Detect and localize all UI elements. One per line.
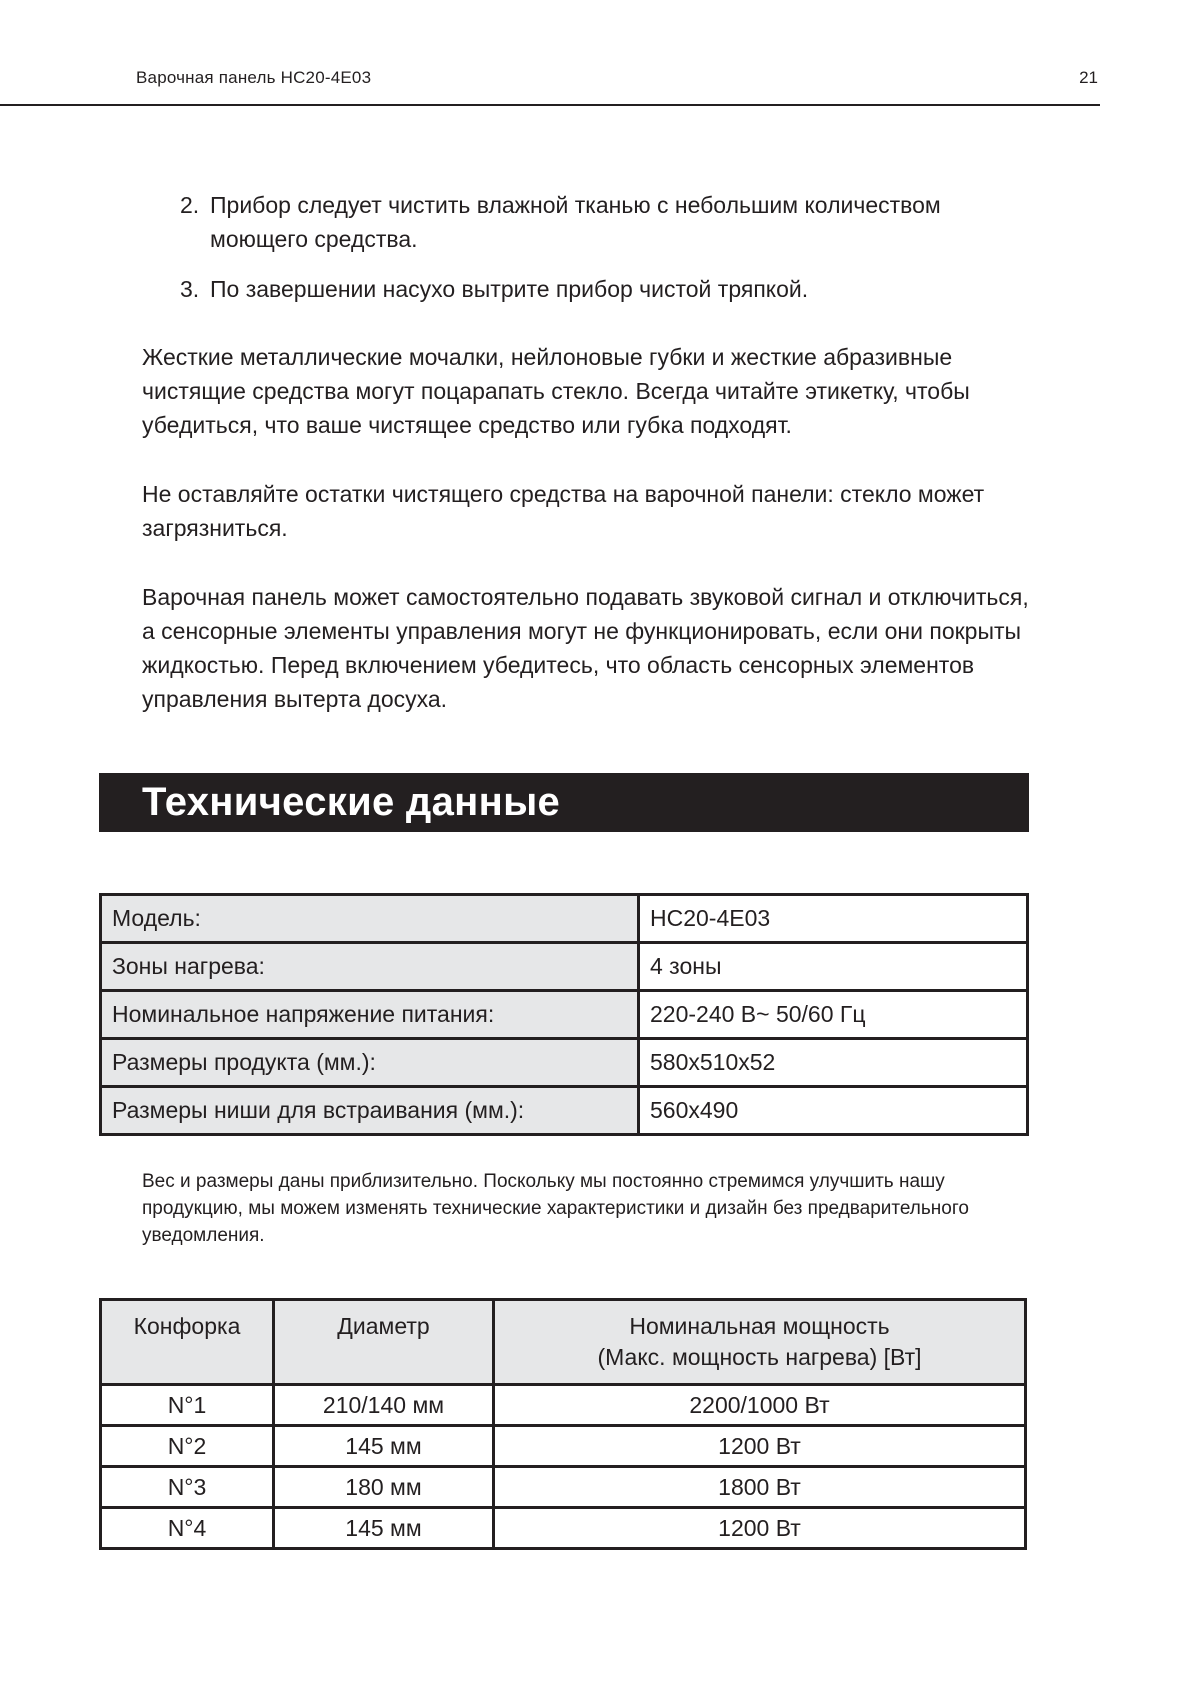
spec-label: Размеры ниши для встраивания (мм.): bbox=[101, 1087, 639, 1135]
power-header-line1: Номинальная мощность bbox=[629, 1313, 890, 1339]
diameter-cell: 145 мм bbox=[274, 1426, 494, 1467]
table-row bbox=[101, 895, 1028, 943]
power-header-line2: (Макс. мощность нагрева) [Вт] bbox=[597, 1344, 922, 1370]
table-header-row bbox=[101, 1300, 1026, 1385]
spec-value: 560x490 bbox=[639, 1087, 1028, 1135]
spec-label: Номинальное напряжение питания: bbox=[101, 991, 639, 1039]
table-row bbox=[101, 943, 1028, 991]
burner-cell: N°2 bbox=[101, 1426, 274, 1467]
section-title: Технические данные bbox=[142, 780, 561, 824]
paragraph-residue-warning: Не оставляйте остатки чистящего средства на варочной панели: стекло может загрязниться. bbox=[142, 481, 985, 541]
page-number: 21 bbox=[1079, 68, 1098, 87]
table-row bbox=[101, 1087, 1028, 1135]
column-header-power bbox=[494, 1300, 1026, 1385]
spec-label: Зоны нагрева: bbox=[101, 943, 639, 991]
column-header-burner: Конфорка bbox=[101, 1300, 274, 1385]
burner-cell: N°3 bbox=[101, 1467, 274, 1508]
column-header-diameter: Диаметр bbox=[274, 1300, 494, 1385]
section-banner bbox=[99, 773, 1029, 832]
specs-disclaimer: Вес и размеры даны приблизительно. Поскольку мы постоянно стремимся улучшить нашу продукцию, мы можем изменять технические характеристики и дизайн без предварительного уведомления. bbox=[142, 1171, 969, 1246]
power-cell: 2200/1000 Вт bbox=[494, 1385, 1026, 1426]
specifications-table bbox=[99, 893, 1029, 1136]
table-row bbox=[101, 991, 1028, 1039]
power-cell: 1200 Вт bbox=[494, 1426, 1026, 1467]
table-row bbox=[101, 1385, 1026, 1426]
list-item-text: Прибор следует чистить влажной тканью с небольшим количеством моющего средства. bbox=[210, 192, 941, 252]
burner-table bbox=[99, 1298, 1027, 1550]
spec-label: Модель: bbox=[101, 895, 639, 943]
spec-value: 4 зоны bbox=[639, 943, 1028, 991]
table-row bbox=[101, 1467, 1026, 1508]
spec-value: 220-240 В~ 50/60 Гц bbox=[639, 991, 1028, 1039]
list-item bbox=[180, 188, 1040, 256]
burner-cell: N°1 bbox=[101, 1385, 274, 1426]
power-cell: 1200 Вт bbox=[494, 1508, 1026, 1549]
running-header-title: Варочная панель HC20-4E03 bbox=[136, 68, 372, 87]
paragraph-touch-controls: Варочная панель может самостоятельно подавать звуковой сигнал и отключиться, а сенсорные элементы управления могут не функционировать, если они покрыты жидкостью. Перед включением убедитесь, что область сенсорных элементов управления вытерта досуха. bbox=[142, 584, 1029, 712]
numbered-list bbox=[180, 188, 1040, 322]
spec-label: Размеры продукта (мм.): bbox=[101, 1039, 639, 1087]
table-row bbox=[101, 1508, 1026, 1549]
header-divider bbox=[0, 104, 1100, 106]
spec-value: HC20-4E03 bbox=[639, 895, 1028, 943]
diameter-cell: 180 мм bbox=[274, 1467, 494, 1508]
spec-value: 580x510x52 bbox=[639, 1039, 1028, 1087]
diameter-cell: 145 мм bbox=[274, 1508, 494, 1549]
list-item-text: По завершении насухо вытрите прибор чистой тряпкой. bbox=[210, 276, 809, 302]
table-row bbox=[101, 1039, 1028, 1087]
diameter-cell: 210/140 мм bbox=[274, 1385, 494, 1426]
list-item bbox=[180, 272, 1040, 306]
list-item-number: 2. bbox=[180, 192, 200, 218]
paragraph-abrasive-warning: Жесткие металлические мочалки, нейлоновые губки и жесткие абразивные чистящие средства могут поцарапать стекло. Всегда читайте этикетку, чтобы убедиться, что ваше чистящее средство или губка подходят. bbox=[142, 344, 970, 438]
table-row bbox=[101, 1426, 1026, 1467]
list-item-number: 3. bbox=[180, 276, 200, 302]
burner-cell: N°4 bbox=[101, 1508, 274, 1549]
power-cell: 1800 Вт bbox=[494, 1467, 1026, 1508]
